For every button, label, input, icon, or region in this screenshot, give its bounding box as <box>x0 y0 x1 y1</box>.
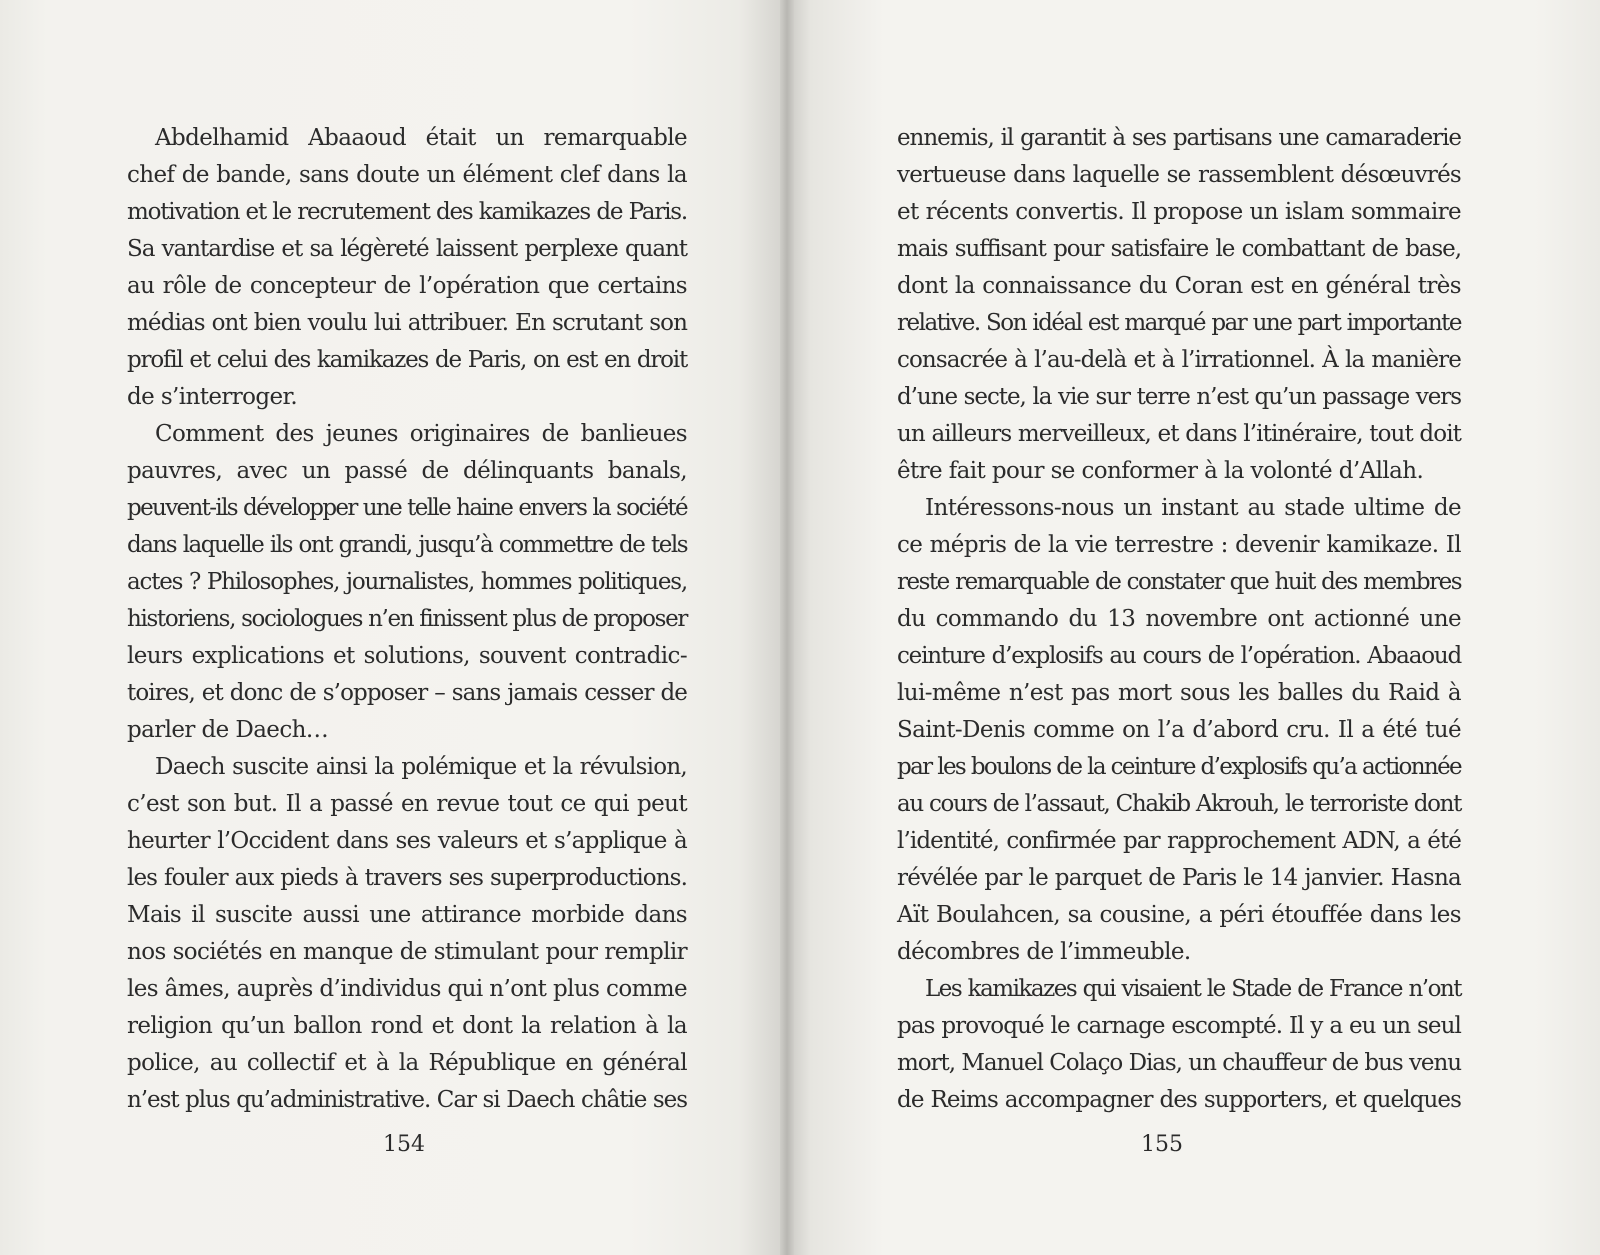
book-gutter <box>780 0 794 1255</box>
text-line: par les boulons de la ceinture d’explosifs qu’a actionnée <box>897 754 1461 780</box>
text-line: de s’interroger. <box>127 384 298 410</box>
text-line: c’est son but. Il a passé en revue tout ce qui peut <box>127 791 687 817</box>
text-line: Les kamikazes qui visaient le Stade de France n’ont <box>925 976 1461 1002</box>
text-line: ce mépris de la vie terrestre : devenir kamikaze. Il <box>897 532 1461 558</box>
text-line: un ailleurs merveilleux, et dans l’itinéraire, tout doit <box>897 421 1461 447</box>
text-line: religion qu’un ballon rond et dont la relation à la <box>127 1013 687 1039</box>
text-line: ceinture d’explosifs au cours de l’opération. Abaaoud <box>897 643 1461 669</box>
text-line: révélée par le parquet de Paris le 14 janvier. Hasna <box>897 865 1461 891</box>
right-page-number: 155 <box>1141 1132 1183 1157</box>
text-line: Aït Boulahcen, sa cousine, a péri étouffée dans les <box>897 902 1461 928</box>
text-line: chef de bande, sans doute un élément clef dans la <box>127 162 687 188</box>
text-line: médias ont bien voulu lui attribuer. En scrutant son <box>127 310 687 336</box>
text-line: pas provoqué le carnage escompté. Il y a eu un seul <box>897 1013 1461 1039</box>
text-line: toires, et donc de s’opposer – sans jamais cesser de <box>127 680 687 706</box>
text-line: décombres de l’immeuble. <box>897 939 1191 965</box>
text-line: être fait pour se conformer à la volonté d’Allah. <box>897 458 1424 484</box>
text-line: n’est plus qu’administrative. Car si Daech châtie ses <box>127 1087 687 1113</box>
text-line: dans laquelle ils ont grandi, jusqu’à commettre de tels <box>127 532 687 558</box>
text-line: Abdelhamid Abaaoud était un remarquable <box>155 125 687 151</box>
left-page <box>0 0 786 1255</box>
left-page-text <box>127 120 687 1119</box>
paragraph <box>897 490 1461 971</box>
text-line: actes ? Philosophes, journalistes, hommes politiques, <box>127 569 687 595</box>
text-line: et récents convertis. Il propose un islam sommaire <box>897 199 1461 225</box>
text-line: les fouler aux pieds à travers ses superproductions. <box>127 865 687 891</box>
text-line: l’identité, confirmée par rapprochement ADN, a été <box>897 828 1461 854</box>
text-line: relative. Son idéal est marqué par une part importante <box>897 310 1461 336</box>
right-page-text <box>897 120 1461 1119</box>
text-line: leurs explications et solutions, souvent contradic- <box>127 643 687 669</box>
text-line: historiens, sociologues n’en finissent plus de proposer <box>127 606 687 632</box>
paragraph <box>897 971 1461 1119</box>
text-line: profil et celui des kamikazes de Paris, on est en droit <box>127 347 687 373</box>
text-line: mort, Manuel Colaço Dias, un chauffeur de bus venu <box>897 1050 1461 1076</box>
text-line: les âmes, auprès d’individus qui n’ont plus comme <box>127 976 687 1002</box>
text-line: Daech suscite ainsi la polémique et la révulsion, <box>155 754 687 780</box>
text-line: Intéressons-nous un instant au stade ultime de <box>925 495 1461 521</box>
text-line: ennemis, il garantit à ses partisans une camaraderie <box>897 125 1461 151</box>
text-line: de Reims accompagner des supporters, et quelques <box>897 1087 1461 1113</box>
text-line: motivation et le recrutement des kamikazes de Paris. <box>127 199 687 225</box>
right-page <box>786 0 1600 1255</box>
text-line: mais suffisant pour satisfaire le combattant de base, <box>897 236 1461 262</box>
text-line: vertueuse dans laquelle se rassemblent désœuvrés <box>897 162 1461 188</box>
paragraph <box>897 120 1461 490</box>
text-line: dont la connaissance du Coran est en général très <box>897 273 1461 299</box>
paragraph <box>127 120 687 416</box>
text-line: Comment des jeunes originaires de banlieues <box>155 421 687 447</box>
text-line: au rôle de concepteur de l’opération que certains <box>127 273 687 299</box>
paragraph <box>127 416 687 749</box>
text-line: au cours de l’assaut, Chakib Akrouh, le terroriste dont <box>897 791 1461 817</box>
text-line: police, au collectif et à la République en général <box>127 1050 687 1076</box>
text-line: du commando du 13 novembre ont actionné une <box>897 606 1461 632</box>
text-line: Mais il suscite aussi une attirance morbide dans <box>127 902 687 928</box>
text-line: Saint-Denis comme on l’a d’abord cru. Il a été tué <box>897 717 1461 743</box>
text-line: nos sociétés en manque de stimulant pour remplir <box>127 939 687 965</box>
text-line: Sa vantardise et sa légèreté laissent perplexe quant <box>127 236 687 262</box>
text-line: lui-même n’est pas mort sous les balles du Raid à <box>897 680 1461 706</box>
text-line: d’une secte, la vie sur terre n’est qu’un passage vers <box>897 384 1461 410</box>
text-line: consacrée à l’au-delà et à l’irrationnel. À la manière <box>897 347 1461 373</box>
text-line: reste remarquable de constater que huit des membres <box>897 569 1461 595</box>
text-line: parler de Daech… <box>127 717 329 743</box>
paragraph <box>127 749 687 1119</box>
text-line: peuvent-ils développer une telle haine envers la société <box>127 495 687 521</box>
text-line: pauvres, avec un passé de délinquants banals, <box>127 458 687 484</box>
left-page-number: 154 <box>383 1132 425 1157</box>
text-line: heurter l’Occident dans ses valeurs et s’applique à <box>127 828 687 854</box>
